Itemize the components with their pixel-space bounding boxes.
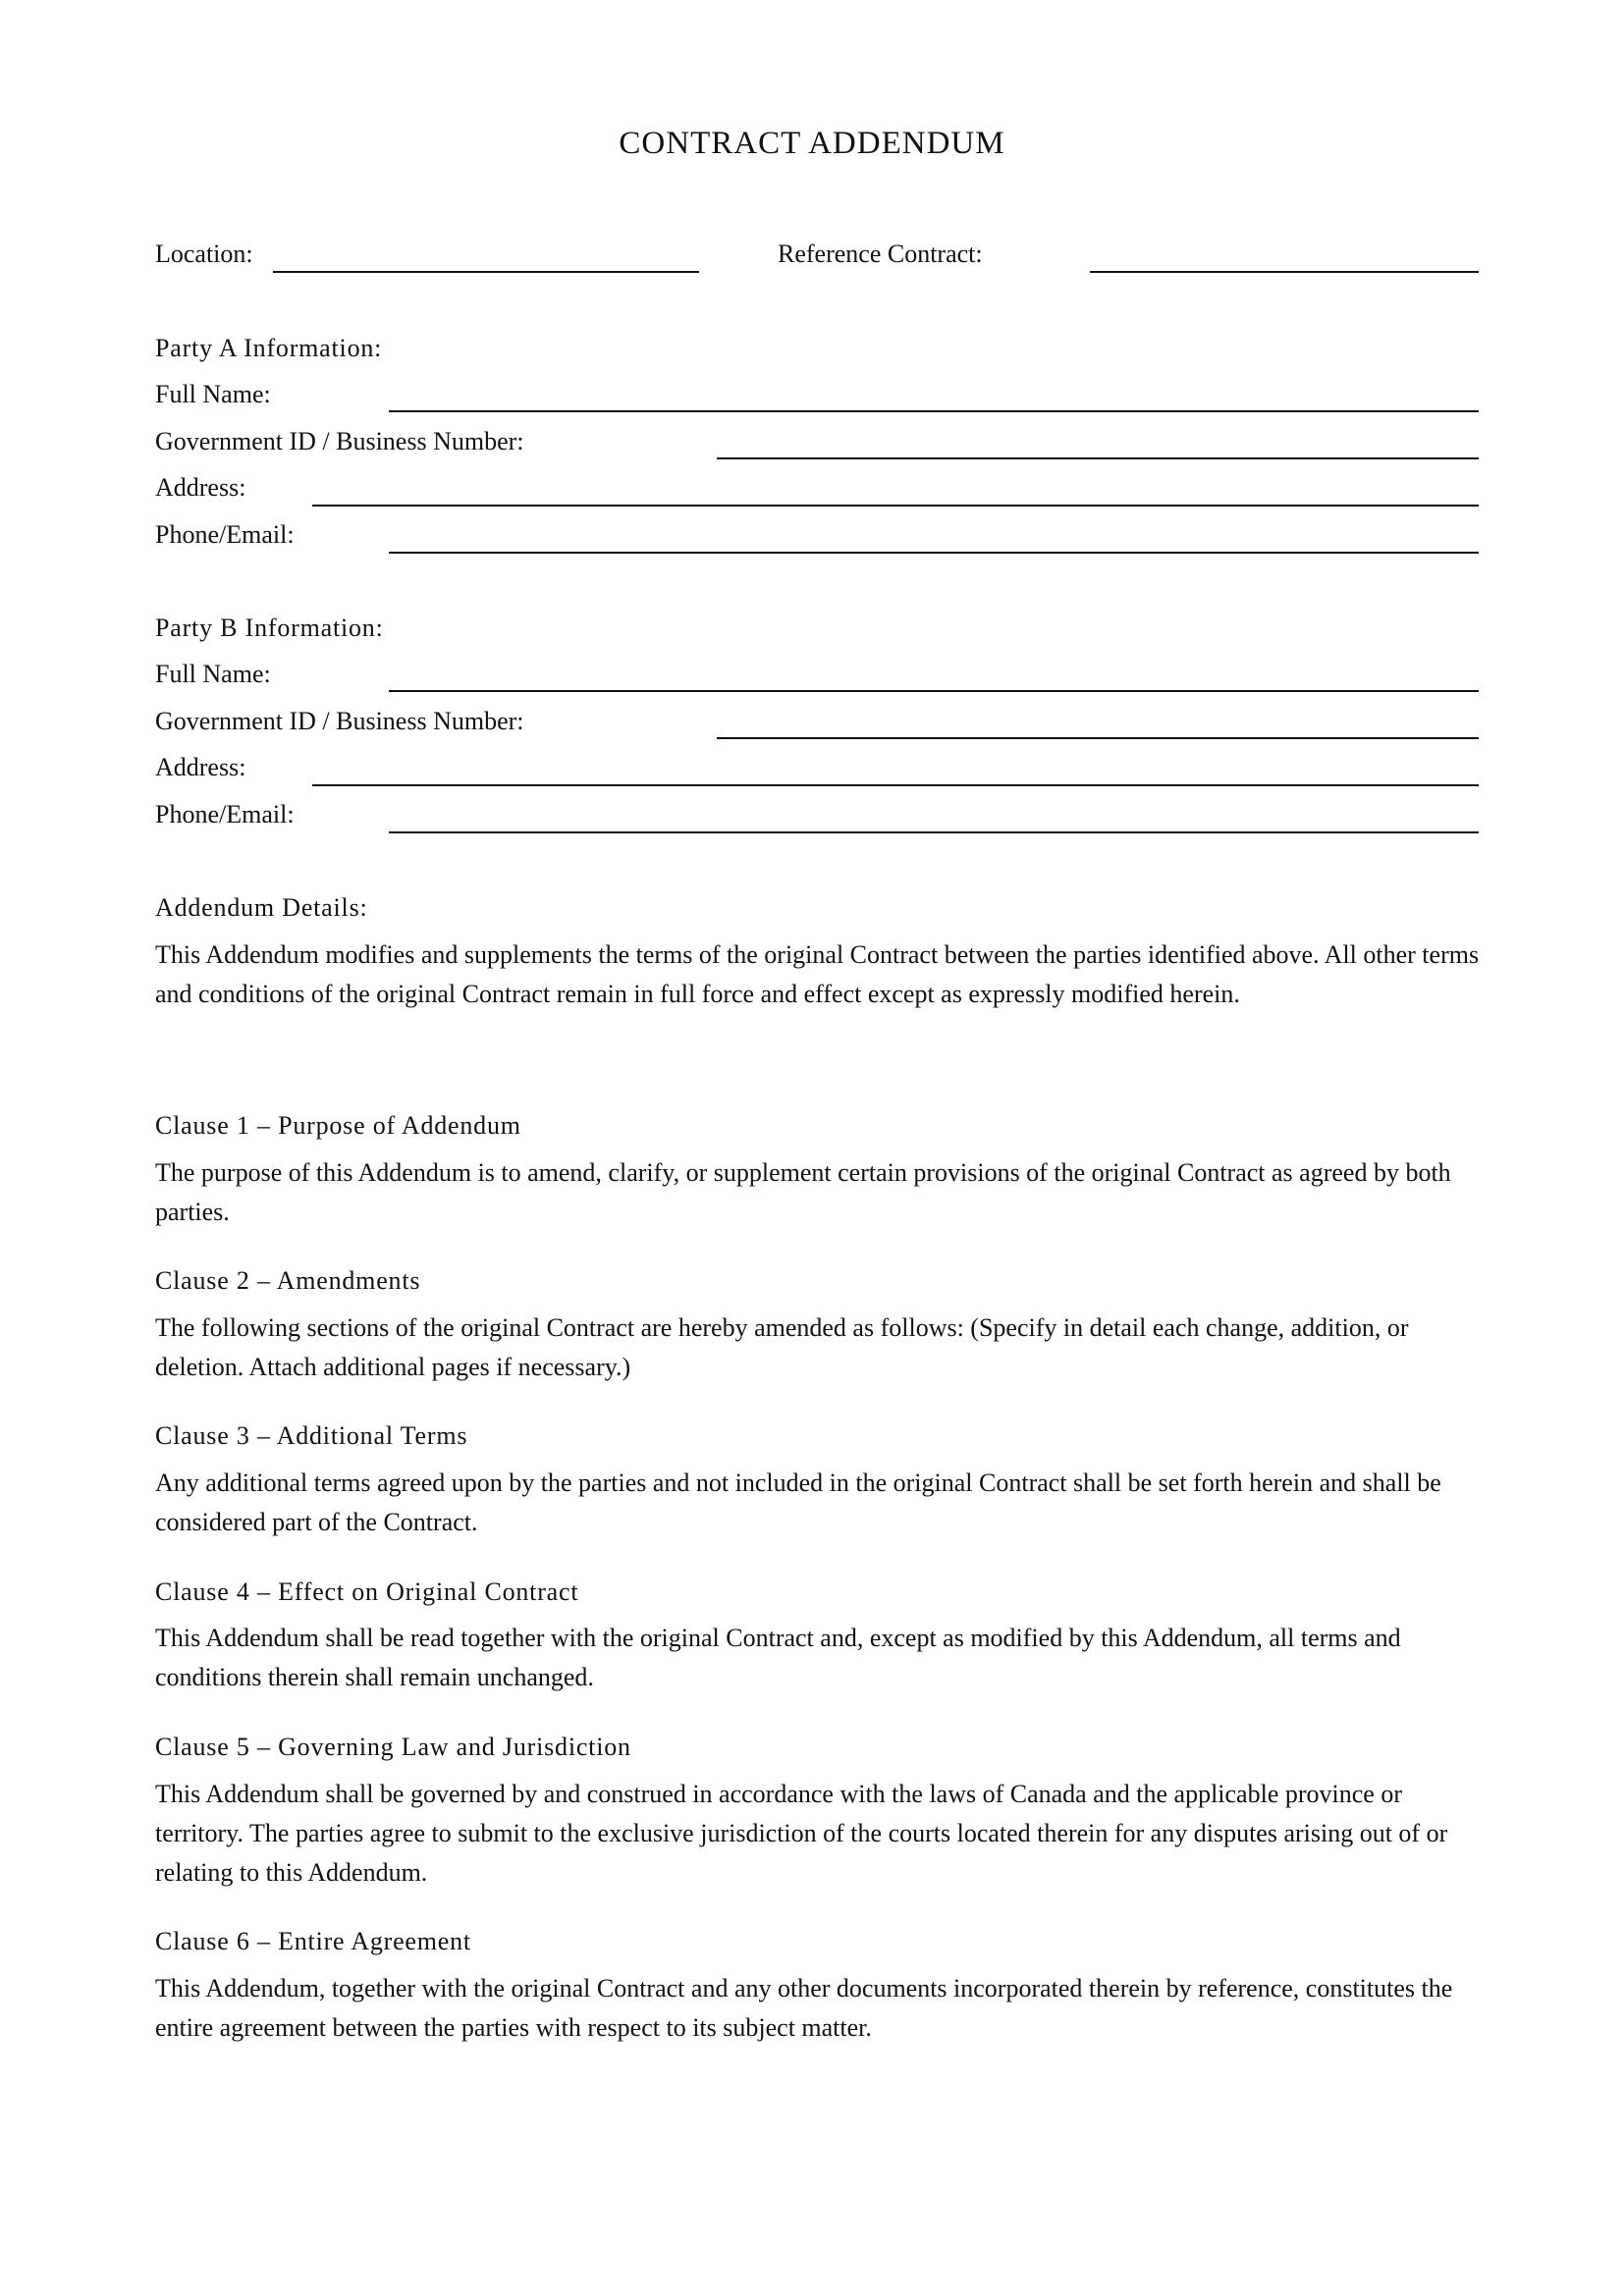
party-a-heading: Party A Information: xyxy=(155,334,383,362)
party-a-full-name-field[interactable] xyxy=(389,410,1479,412)
clause-3-text: Any additional terms agreed upon by the parties and not included in the original Contract shall be set forth herein and shall be considered part of the Contract. xyxy=(155,1468,1441,1536)
addendum-details-heading: Addendum Details: xyxy=(155,893,368,922)
party-a-phone-email-label: Phone/Email: xyxy=(155,520,295,549)
party-b-address-field[interactable] xyxy=(312,784,1479,786)
clause-2-text: The following sections of the original Contract are hereby amended as follows: (Specify in detail each change, addition, or deletion. Attach additional pages if necessary.) xyxy=(155,1313,1409,1381)
party-b-gov-id-field[interactable] xyxy=(717,737,1479,739)
reference-contract-label: Reference Contract: xyxy=(778,240,983,268)
party-b-address-label: Address: xyxy=(155,753,246,781)
clause-5-text: This Addendum shall be governed by and construed in accordance with the laws of Canada and the applicable province or territory. The parties agree to submit to the exclusive jurisdiction of the courts located therein for any disputes arising out of or relating to this Addendum. xyxy=(155,1780,1448,1887)
party-b-full-name-field[interactable] xyxy=(389,690,1479,692)
location-field[interactable] xyxy=(273,271,699,273)
addendum-details-text: This Addendum modifies and supplements the terms of the original Contract between the parties identified above. All other terms and conditions of the original Contract remain in full force and effect except as expressly modified herein. xyxy=(155,940,1480,1008)
party-a-address-label: Address: xyxy=(155,473,246,502)
clause-5-heading: Clause 5 – Governing Law and Jurisdiction xyxy=(155,1733,631,1761)
location-label: Location: xyxy=(155,240,253,268)
clause-1-text: The purpose of this Addendum is to amend, clarify, or supplement certain provisions of the original Contract as agreed by both parties. xyxy=(155,1158,1451,1226)
reference-contract-field[interactable] xyxy=(1090,271,1479,273)
clause-4-heading: Clause 4 – Effect on Original Contract xyxy=(155,1577,579,1606)
party-b-heading: Party B Information: xyxy=(155,614,384,642)
party-a-address-field[interactable] xyxy=(312,505,1479,507)
clause-3-heading: Clause 3 – Additional Terms xyxy=(155,1421,468,1450)
clause-2-heading: Clause 2 – Amendments xyxy=(155,1266,421,1295)
party-b-gov-id-label: Government ID / Business Number: xyxy=(155,707,524,735)
clause-4-text: This Addendum shall be read together with the original Contract and, except as modified by this Addendum, all terms and conditions therein shall remain unchanged. xyxy=(155,1624,1401,1691)
party-b-phone-email-field[interactable] xyxy=(389,831,1479,833)
party-a-full-name-label: Full Name: xyxy=(155,380,271,408)
party-a-phone-email-field[interactable] xyxy=(389,552,1479,554)
clause-6-heading: Clause 6 – Entire Agreement xyxy=(155,1927,471,1955)
party-b-phone-email-label: Phone/Email: xyxy=(155,800,295,828)
clause-1-heading: Clause 1 – Purpose of Addendum xyxy=(155,1111,521,1140)
party-a-gov-id-label: Government ID / Business Number: xyxy=(155,427,524,455)
party-b-full-name-label: Full Name: xyxy=(155,660,271,688)
party-a-gov-id-field[interactable] xyxy=(717,457,1479,459)
document-title: CONTRACT ADDENDUM xyxy=(619,126,1005,161)
clause-6-text: This Addendum, together with the original Contract and any other documents incorporated therein by reference, constitutes the entire agreement between the parties with respect to its subject matter. xyxy=(155,1974,1453,2042)
